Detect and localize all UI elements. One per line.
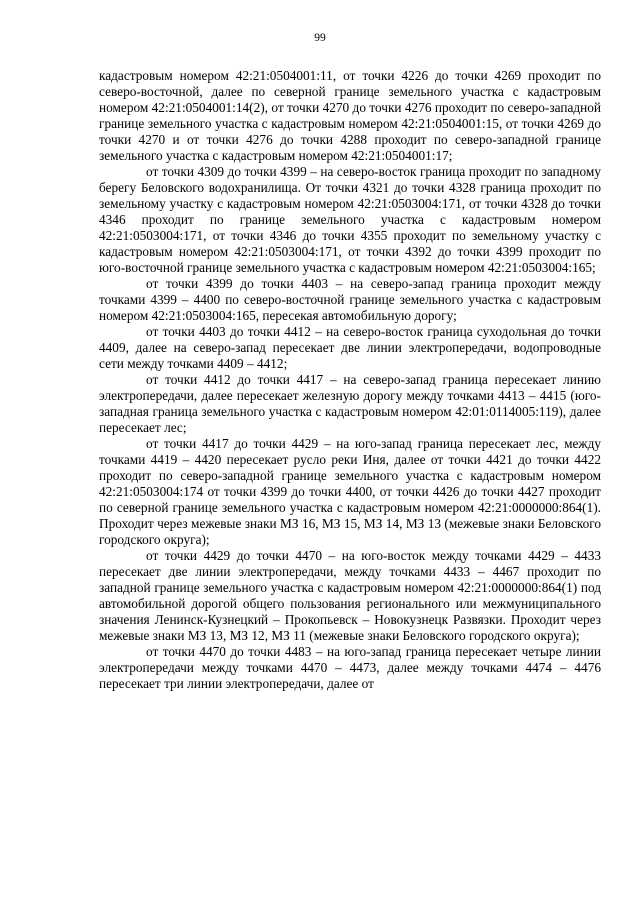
document-body xyxy=(99,68,601,692)
paragraph: от точки 4417 до точки 4429 – на юго-запад граница пересекает лес, между точками 4419 – 4420 пересекает русло реки Иня, далее от точки 4421 до точки 4422 проходит по северо-западной границе земельного участка с кадастровым номером 42:21:0503004:174 от точки 4399 до точки 4400, от точки 4426 до точки 4427 проходит по северной границе земельного участка с кадастровым номером 42:21:0000000:864(1). Проходит через межевые знаки МЗ 16, МЗ 15, МЗ 14, МЗ 13 (межевые знаки Беловского городского округа); xyxy=(99,436,601,547)
paragraph: от точки 4470 до точки 4483 – на юго-запад граница пересекает четыре линии электропередачи между точками 4470 – 4473, далее между точками 4474 – 4476 пересекает три линии электропередачи, далее от xyxy=(99,644,601,691)
paragraph: от точки 4399 до точки 4403 – на северо-запад граница проходит между точками 4399 – 4400 по северо-восточной границе земельного участка с кадастровым номером 42:21:0503004:165, пересекая автомобильную дорогу; xyxy=(99,276,601,323)
paragraph: от точки 4429 до точки 4470 – на юго-восток между точками 4429 – 4433 пересекает две линии электропередачи, между точками 4433 – 4467 проходит по западной границе земельного участка с кадастровым номером 42:21:0000000:864(1) под автомобильной дорогой общего пользования регионального или межмуниципального значения Ленинск-Кузнецкий – Прокопьевск – Новокузнецк Развязки. Проходит через межевые знаки МЗ 13, МЗ 12, МЗ 11 (межевые знаки Беловского городского округа); xyxy=(99,548,601,643)
paragraph: от точки 4412 до точки 4417 – на северо-запад граница пересекает линию электропередачи, далее пересекает железную дорогу между точками 4413 – 4415 (юго-западная граница земельного участка с кадастровым номером 42:01:0114005:119), далее пересекает лес; xyxy=(99,372,601,435)
page-number: 99 xyxy=(314,32,326,44)
paragraph: от точки 4403 до точки 4412 – на северо-восток граница суходольная до точки 4409, далее на северо-запад пересекает две линии электропередачи, водопроводные сети между точками 4409 – 4412; xyxy=(99,324,601,371)
paragraph: кадастровым номером 42:21:0504001:11, от точки 4226 до точки 4269 проходит по северо-восточной, далее по северной границе земельного участка с кадастровым номером 42:21:0504001:14(2), от точки 4270 до точки 4276 проходит по северо-западной границе земельного участка с кадастровым номером 42:21:0504001:15, от точки 4269 до точки 4270 и от точки 4276 до точки 4288 проходит по северо-западной границе земельного участка с кадастровым номером 42:21:0504001:17; xyxy=(99,68,601,163)
paragraph: от точки 4309 до точки 4399 – на северо-восток граница проходит по западному берегу Беловского водохранилища. От точки 4321 до точки 4328 граница проходит по земельному участку с кадастровым номером 42:21:0503004:171, от точки 4328 до точки 4346 проходит по границе земельного участка с кадастровым номером 42:21:0503004:171, от точки 4346 до точки 4355 проходит по земельному участку с кадастровым номером 42:21:0503004:171, от точки 4392 до точки 4399 проходит по юго-восточной границе земельного участка с кадастровым номером 42:21:0503004:165; xyxy=(99,164,601,275)
